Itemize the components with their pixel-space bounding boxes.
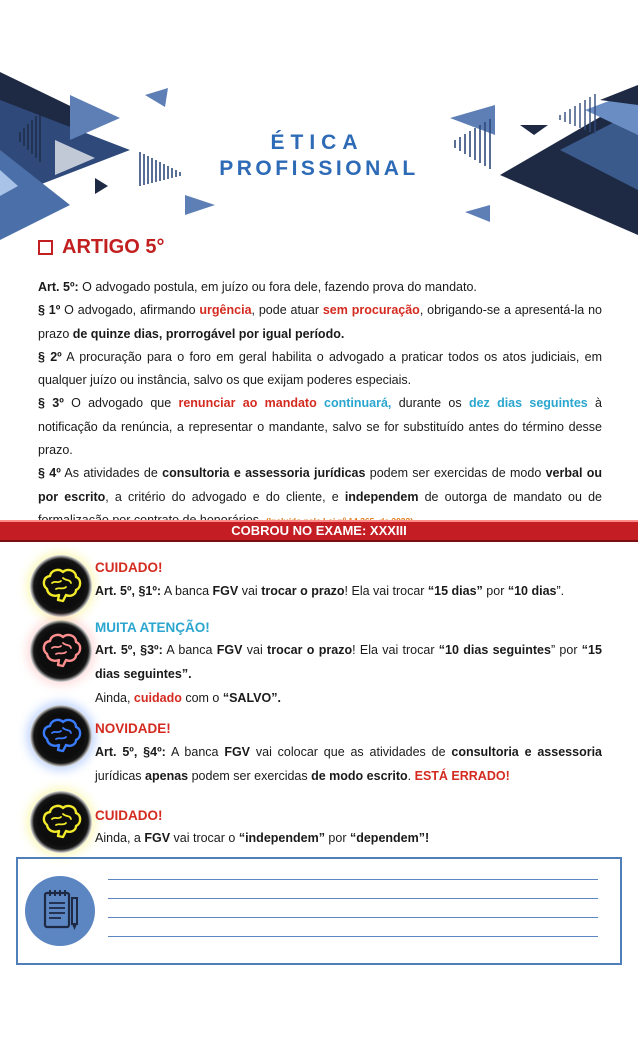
- tip-title: CUIDADO!: [95, 560, 163, 575]
- tip-body: Ainda, a FGV vai trocar o “independem” por “dependem”!: [95, 831, 430, 845]
- tip-title: NOVIDADE!: [95, 721, 171, 736]
- page-title-line2: PROFISSIONAL: [219, 157, 419, 180]
- brain-icon: [30, 620, 92, 682]
- writing-line: [108, 917, 598, 918]
- section-heading: [38, 236, 164, 259]
- section-title: ARTIGO 5°: [62, 236, 165, 258]
- article-paragraph-3: § 3º O advogado que renunciar ao mandato continuará, durante os dez dias seguintes à notificação da renúncia, a representar o mandante, salvo se for substituído antes do término desse prazo.: [38, 396, 603, 458]
- notepad-pen-icon: [25, 876, 95, 946]
- exam-banner: COBROU NO EXAME: XXXIII: [0, 520, 638, 542]
- tip-body: Art. 5º, §4º: A banca FGV vai colocar que as atividades de consultoria e assessoria jurídicas apenas podem ser exercidas de modo escrito. ESTÁ ERRADO!: [95, 745, 602, 783]
- writing-line: [108, 879, 598, 880]
- tip-title: CUIDADO!: [95, 808, 163, 823]
- tip-title: MUITA ATENÇÃO!: [95, 620, 210, 635]
- article-text: [38, 276, 602, 533]
- writing-line: [108, 936, 598, 937]
- article-paragraph-1: § 1º O advogado, afirmando urgência, pode atuar sem procuração, obrigando-se a apresentá-la no prazo de quinze dias, prorrogável por igual período.: [38, 303, 602, 341]
- page-title-line1: ÉTICA: [270, 131, 364, 154]
- decorative-triangles: [0, 0, 638, 240]
- checkbox-icon: [38, 240, 53, 255]
- notes-box: [16, 857, 622, 965]
- tip-body: Art. 5º, §3º: A banca FGV vai trocar o prazo! Ela vai trocar “10 dias seguintes” por “15 dias seguintes”. Ainda, cuidado com o “SALVO”.: [95, 643, 602, 705]
- article-paragraph-2: § 2º A procuração para o foro em geral habilita o advogado a praticar todos os atos judiciais, em qualquer juízo ou instância, salvo os que exijam poderes especiais.: [38, 349, 602, 388]
- writing-line: [108, 898, 598, 899]
- tip-body: Art. 5º, §1º: A banca FGV vai trocar o prazo! Ela vai trocar “15 dias” por “10 dias”.: [95, 584, 565, 598]
- article-caput: Art. 5º: O advogado postula, em juízo ou fora dele, fazendo prova do mandato.: [38, 280, 477, 294]
- brain-icon: [30, 791, 92, 853]
- article-paragraph-4: § 4º As atividades de consultoria e assessoria jurídicas podem ser exercidas de modo verbal ou por escrito, a critério do advogado e do cliente, e independem de outorga de mandato ou de: [38, 462, 602, 533]
- brain-icon: [30, 555, 92, 617]
- header-banner: [0, 0, 638, 240]
- brain-icon: [30, 705, 92, 767]
